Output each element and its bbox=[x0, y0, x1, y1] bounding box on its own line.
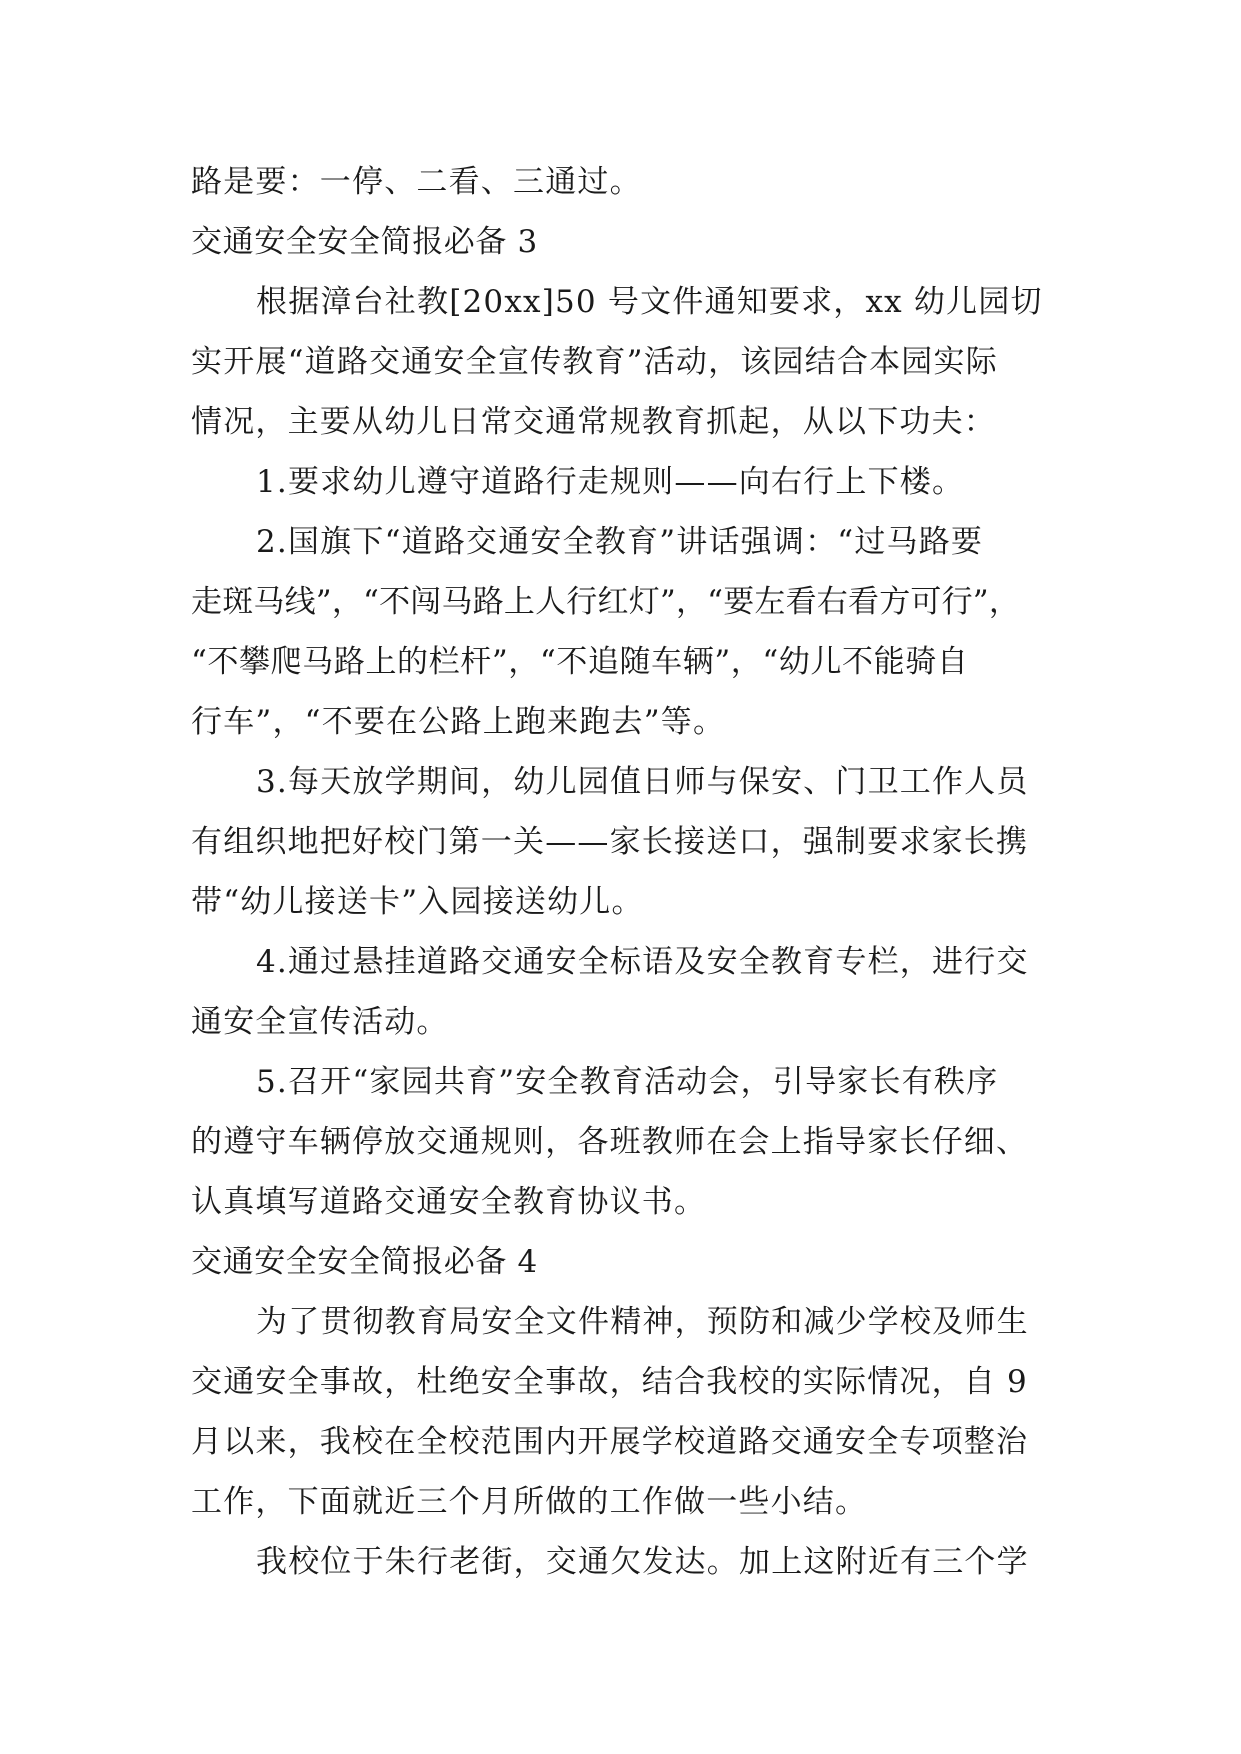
text-line: 走斑马线”，“不闯马路上人行红灯”，“要左看右看方可行”， bbox=[191, 584, 1021, 620]
text-line: 实开展“道路交通安全宣传教育”活动，该园结合本园实际 bbox=[191, 344, 998, 380]
list-item-2: 2.国旗下“道路交通安全教育”讲话强调：“过马路要 bbox=[256, 524, 984, 560]
text-line: 我校位于朱行老街，交通欠发达。加上这附近有三个学 bbox=[256, 1544, 1029, 1580]
section-heading-3: 交通安全安全简报必备 3 bbox=[191, 224, 538, 260]
text-line: 认真填写道路交通安全教育协议书。 bbox=[191, 1184, 707, 1220]
text-line: 交通安全事故，杜绝安全事故，结合我校的实际情况，自 9 bbox=[191, 1364, 1028, 1400]
text-line: 带“幼儿接送卡”入园接送幼儿。 bbox=[191, 884, 644, 920]
list-item-4: 4.通过悬挂道路交通安全标语及安全教育专栏，进行交 bbox=[256, 944, 1029, 980]
list-item-1: 1.要求幼儿遵守道路行走规则——向右行上下楼。 bbox=[256, 464, 965, 500]
text-line: 情况，主要从幼儿日常交通常规教育抓起，从以下功夫： bbox=[191, 404, 996, 440]
text-line: “不攀爬马路上的栏杆”，“不追随车辆”，“幼儿不能骑自 bbox=[191, 644, 969, 680]
text-line: 有组织地把好校门第一关——家长接送口，强制要求家长携 bbox=[191, 824, 1029, 860]
list-item-5: 5.召开“家园共育”安全教育活动会，引导家长有秩序 bbox=[256, 1064, 999, 1100]
text-line: 通安全宣传活动。 bbox=[191, 1004, 449, 1040]
text-line: 路是要：一停、二看、三通过。 bbox=[191, 164, 642, 200]
text-line: 的遵守车辆停放交通规则，各班教师在会上指导家长仔细、 bbox=[191, 1124, 1029, 1160]
text-line: 根据漳台社教[20xx]50 号文件通知要求，xx 幼儿园切 bbox=[256, 284, 1043, 320]
section-heading-4: 交通安全安全简报必备 4 bbox=[191, 1244, 538, 1280]
text-line: 月以来，我校在全校范围内开展学校道路交通安全专项整治 bbox=[191, 1424, 1029, 1460]
text-line: 为了贯彻教育局安全文件精神，预防和减少学校及师生 bbox=[256, 1304, 1029, 1340]
text-line: 工作，下面就近三个月所做的工作做一些小结。 bbox=[191, 1484, 868, 1520]
text-line: 行车”，“不要在公路上跑来跑去”等。 bbox=[191, 704, 726, 740]
list-item-3: 3.每天放学期间，幼儿园值日师与保安、门卫工作人员 bbox=[256, 764, 1029, 800]
